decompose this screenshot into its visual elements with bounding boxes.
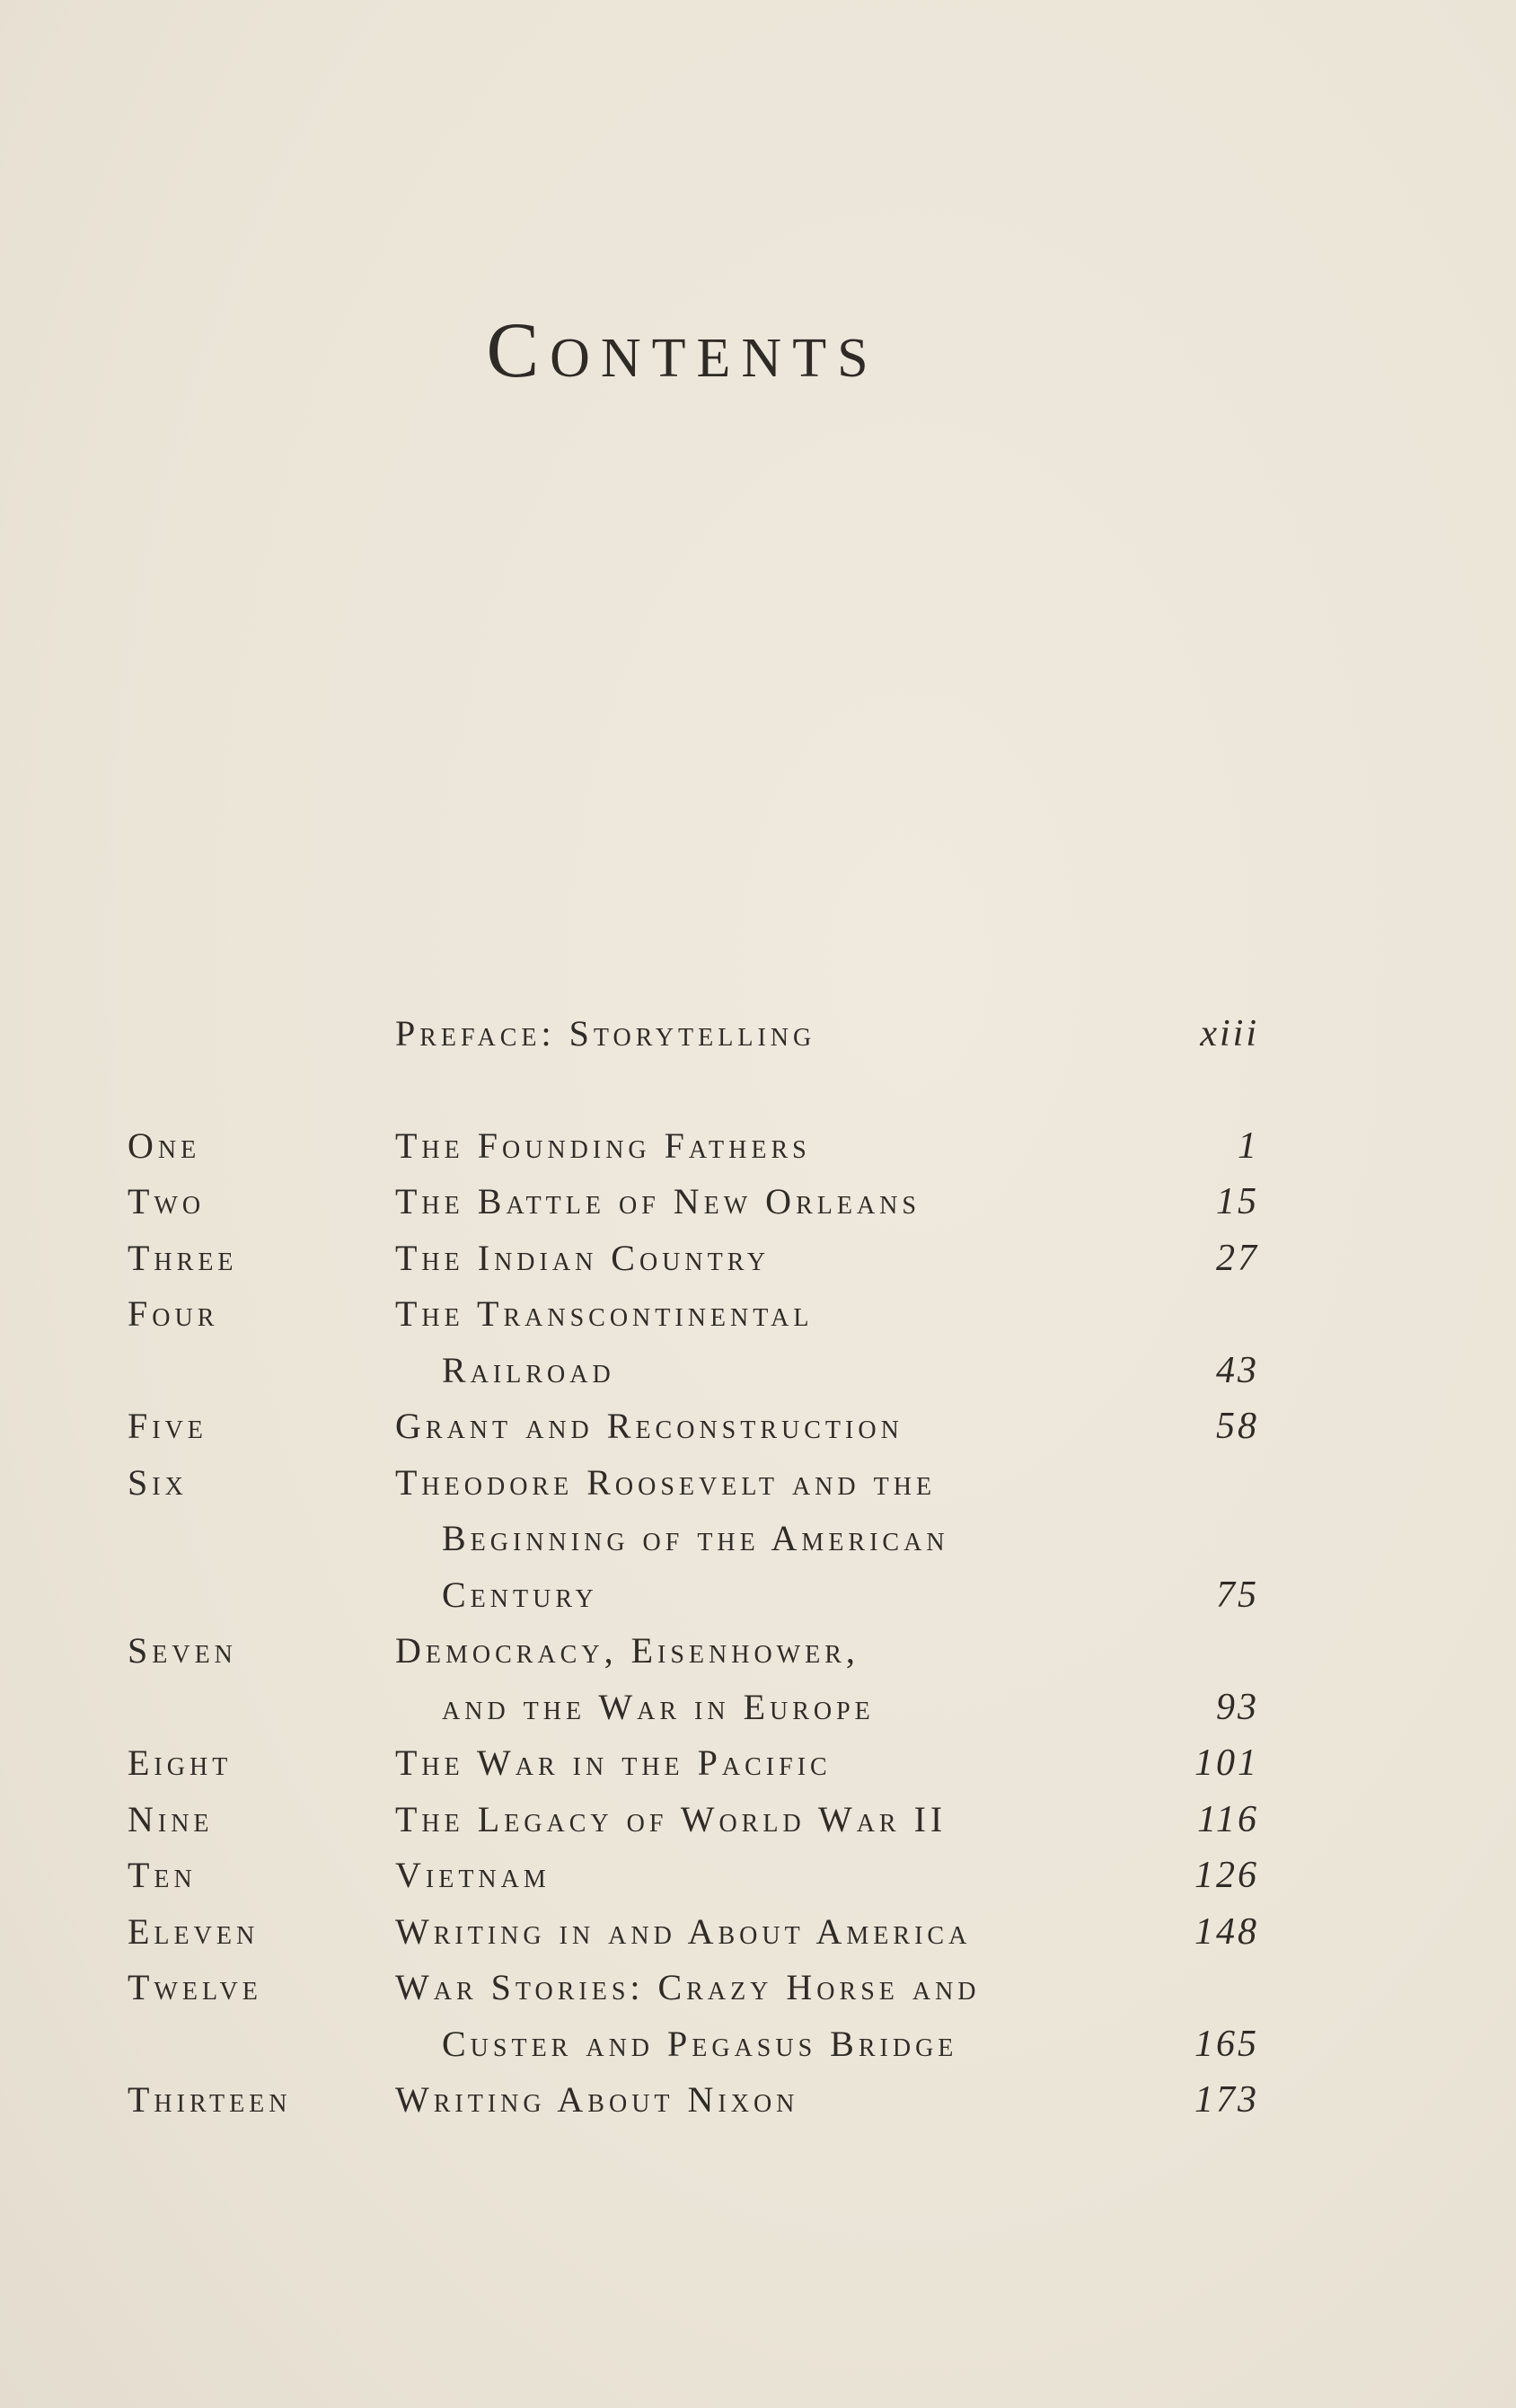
chapter-title-line: The Indian Country: [395, 1237, 771, 1278]
page-number: 173: [1194, 2079, 1259, 2121]
page-number: 1: [1238, 1125, 1259, 1167]
chapter-titles: [395, 1174, 1259, 1230]
table-of-contents: [128, 1006, 1259, 2129]
chapter-title-line: Writing in and About America: [395, 1910, 972, 1952]
chapter-number: Ten: [128, 1855, 197, 1895]
toc-chapter-row: [128, 1230, 1259, 1287]
chapter-list: [128, 1118, 1259, 2129]
toc-chapter-row: [128, 1286, 1259, 1398]
chapter-titles: [395, 1792, 1259, 1848]
chapter-number: Twelve: [128, 1967, 262, 2007]
page-number: 116: [1197, 1798, 1259, 1840]
chapter-title-line: Democracy, Eisenhower,: [395, 1630, 859, 1671]
bleed-through-text: [117, 135, 1284, 853]
chapter-title-line: Century: [442, 1574, 598, 1615]
page-number: 101: [1194, 1742, 1259, 1784]
chapter-title-line: The Legacy of World War II: [395, 1798, 948, 1839]
chapter-title-line: Grant and Reconstruction: [395, 1406, 903, 1446]
page-number: xiii: [1200, 1013, 1259, 1054]
toc-chapter-row: [128, 1904, 1259, 1961]
chapter-titles: [395, 2072, 1259, 2129]
chapter-number: Six: [128, 1461, 188, 1503]
toc-chapter-row: [128, 1735, 1259, 1792]
chapter-titles: [395, 1960, 1259, 2072]
page-number: 27: [1216, 1237, 1259, 1279]
toc-chapter-row: [128, 1623, 1259, 1735]
page-number: 75: [1216, 1574, 1259, 1616]
toc-chapter-row: [128, 1398, 1259, 1455]
page-number: 43: [1216, 1349, 1259, 1391]
chapter-titles: [395, 1623, 1259, 1735]
chapter-title-line: War Stories: Crazy Horse and: [395, 1967, 981, 2007]
chapter-number: Five: [128, 1406, 207, 1446]
toc-chapter-row: [128, 1118, 1259, 1175]
chapter-titles: [395, 1848, 1259, 1904]
toc-chapter-row: [128, 1455, 1259, 1624]
chapter-number: Eight: [128, 1742, 233, 1783]
chapter-title-line: The Battle of New Orleans: [395, 1181, 921, 1222]
chapter-title-line: The War in the Pacific: [395, 1742, 832, 1783]
chapter-title-line: Preface: Storytelling: [395, 1013, 816, 1054]
toc-chapter-row: [128, 2072, 1259, 2129]
chapter-number: Thirteen: [128, 2079, 292, 2120]
chapter-titles: [395, 1286, 1259, 1398]
toc-chapter-row: [128, 1174, 1259, 1230]
chapter-title-line: The Transcontinental: [395, 1293, 814, 1334]
chapter-titles: [395, 1455, 1259, 1624]
page-title: Contents: [486, 307, 879, 394]
chapter-titles: [395, 1735, 1259, 1792]
chapter-title-line: and the War in Europe: [442, 1686, 875, 1727]
chapter-titles: [395, 1904, 1259, 1961]
page-number: 15: [1216, 1181, 1259, 1222]
chapter-number: Two: [128, 1181, 206, 1222]
toc-chapter-row: [128, 1792, 1259, 1848]
toc-preface-row: [128, 1006, 1259, 1063]
chapter-number: Four: [128, 1293, 219, 1334]
toc-chapter-row: [128, 1848, 1259, 1904]
chapter-number: Nine: [128, 1798, 214, 1839]
chapter-title-line: Beginning of the American: [442, 1518, 949, 1558]
chapter-title-line: Custer and Pegasus Bridge: [442, 2023, 958, 2064]
toc-chapter-row: [128, 1960, 1259, 2072]
chapter-titles: [395, 1006, 1259, 1063]
page-number: 165: [1194, 2023, 1259, 2065]
chapter-number: Three: [128, 1237, 238, 1278]
page-number: 58: [1216, 1406, 1259, 1447]
chapter-title-line: The Founding Fathers: [395, 1125, 811, 1166]
chapter-title-line: Writing About Nixon: [395, 2079, 799, 2120]
chapter-number: Seven: [128, 1630, 237, 1671]
chapter-title-line: Railroad: [442, 1349, 615, 1390]
chapter-number: [128, 1006, 395, 1062]
chapter-titles: [395, 1230, 1259, 1287]
chapter-titles: [395, 1398, 1259, 1455]
page-number: 93: [1216, 1686, 1259, 1728]
chapter-titles: [395, 1118, 1259, 1175]
chapter-number: One: [128, 1125, 201, 1166]
chapter-title-line: Theodore Roosevelt and the: [395, 1461, 937, 1503]
chapter-title-line: Vietnam: [395, 1855, 551, 1895]
chapter-number: Eleven: [128, 1910, 260, 1952]
page-number: 126: [1194, 1855, 1259, 1896]
page-number: 148: [1194, 1910, 1259, 1953]
